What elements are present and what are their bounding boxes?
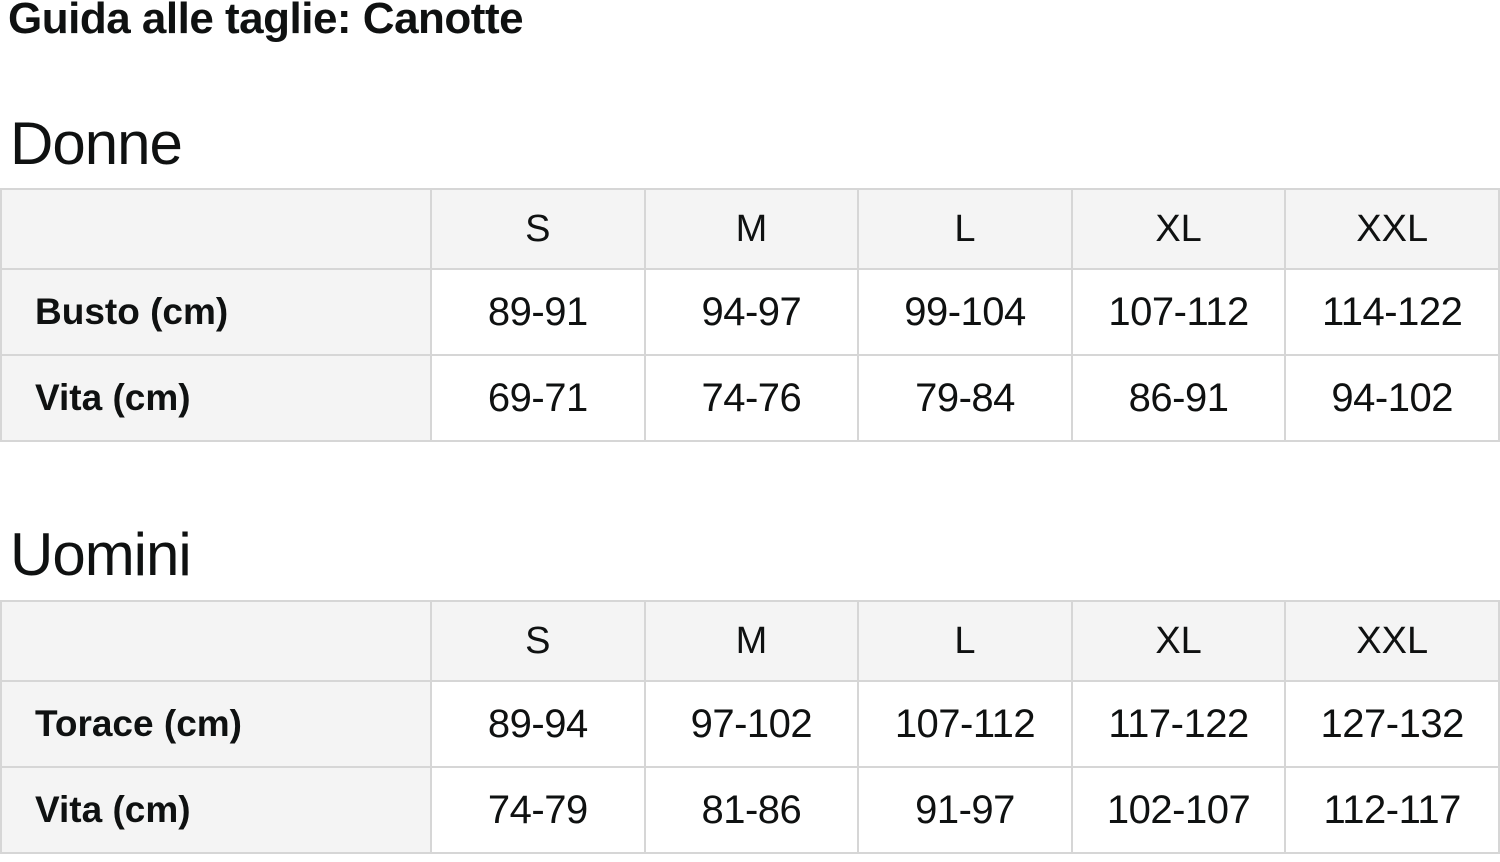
size-header-cell: M bbox=[645, 189, 859, 269]
value-cell: 74-76 bbox=[645, 355, 859, 441]
size-header-cell: XL bbox=[1072, 601, 1286, 681]
value-cell: 102-107 bbox=[1072, 767, 1286, 853]
value-cell: 114-122 bbox=[1285, 269, 1499, 355]
size-header-row bbox=[1, 601, 1499, 681]
value-cell: 86-91 bbox=[1072, 355, 1286, 441]
row-label: Vita (cm) bbox=[1, 355, 431, 441]
size-header-cell: L bbox=[858, 189, 1072, 269]
value-cell: 69-71 bbox=[431, 355, 645, 441]
value-cell: 97-102 bbox=[645, 681, 859, 767]
section-heading-uomini: Uomini bbox=[10, 521, 191, 588]
size-header-cell: XXL bbox=[1285, 601, 1499, 681]
value-cell: 99-104 bbox=[858, 269, 1072, 355]
row-label: Torace (cm) bbox=[1, 681, 431, 767]
table-row-torace bbox=[1, 681, 1499, 767]
value-cell: 94-97 bbox=[645, 269, 859, 355]
size-header-row bbox=[1, 189, 1499, 269]
size-header-cell: L bbox=[858, 601, 1072, 681]
value-cell: 107-112 bbox=[1072, 269, 1286, 355]
value-cell: 94-102 bbox=[1285, 355, 1499, 441]
size-header-cell: S bbox=[431, 189, 645, 269]
value-cell: 107-112 bbox=[858, 681, 1072, 767]
table-row-vita-donne bbox=[1, 355, 1499, 441]
value-cell: 117-122 bbox=[1072, 681, 1286, 767]
size-header-cell: S bbox=[431, 601, 645, 681]
corner-cell bbox=[1, 601, 431, 681]
size-header-cell: XL bbox=[1072, 189, 1286, 269]
section-heading-donne: Donne bbox=[10, 110, 182, 177]
value-cell: 81-86 bbox=[645, 767, 859, 853]
table-row-vita-uomini bbox=[1, 767, 1499, 853]
value-cell: 89-91 bbox=[431, 269, 645, 355]
page-title: Guida alle taglie: Canotte bbox=[8, 0, 524, 43]
value-cell: 79-84 bbox=[858, 355, 1072, 441]
value-cell: 91-97 bbox=[858, 767, 1072, 853]
size-table-uomini bbox=[0, 600, 1500, 854]
table-row-busto bbox=[1, 269, 1499, 355]
value-cell: 112-117 bbox=[1285, 767, 1499, 853]
size-header-cell: XXL bbox=[1285, 189, 1499, 269]
size-table-donne bbox=[0, 188, 1500, 442]
value-cell: 74-79 bbox=[431, 767, 645, 853]
row-label: Busto (cm) bbox=[1, 269, 431, 355]
value-cell: 127-132 bbox=[1285, 681, 1499, 767]
row-label: Vita (cm) bbox=[1, 767, 431, 853]
value-cell: 89-94 bbox=[431, 681, 645, 767]
size-header-cell: M bbox=[645, 601, 859, 681]
corner-cell bbox=[1, 189, 431, 269]
